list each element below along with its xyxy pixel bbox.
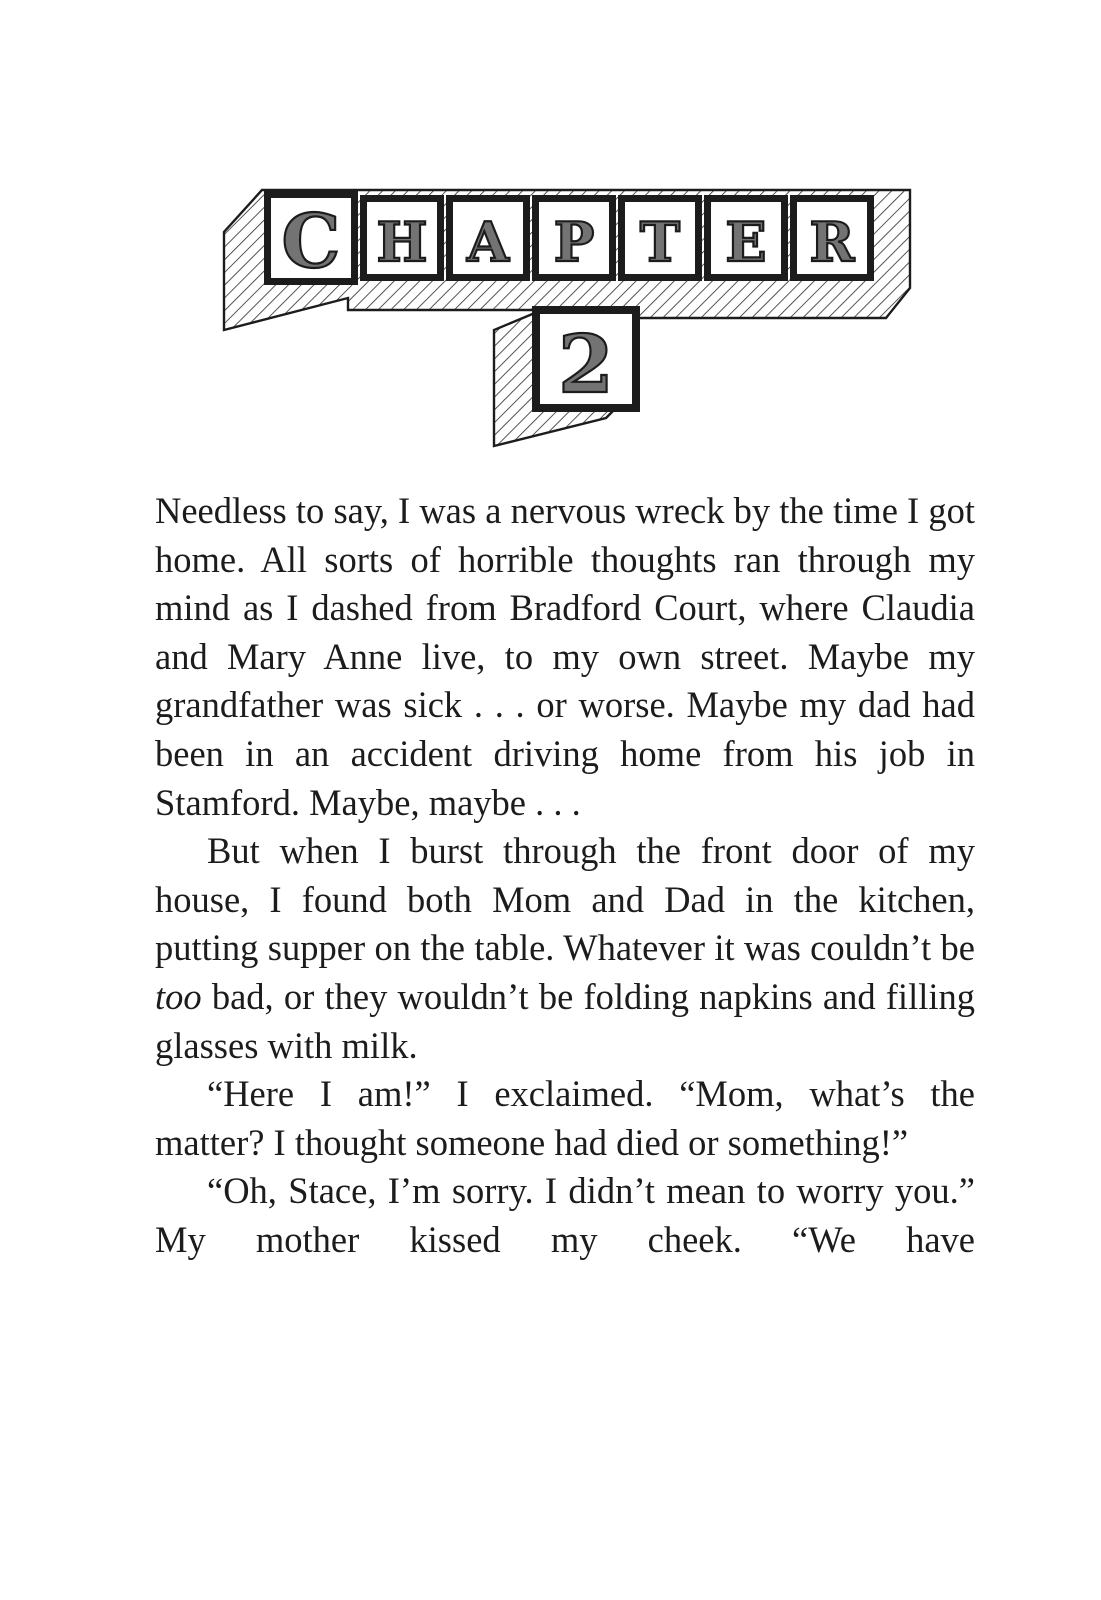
paragraph-3 (155, 1070, 975, 1167)
paragraph-4 (155, 1167, 975, 1264)
text-run: “Oh, Stace, I’m sorry. I didn’t mean to worry you.” My mother kissed my cheek. “We have (155, 1170, 975, 1260)
chapter-letter: E (725, 210, 767, 274)
paragraph-1 (155, 487, 975, 827)
italic-text: too (155, 975, 202, 1017)
chapter-body (155, 487, 975, 1265)
chapter-letter: R (809, 210, 855, 274)
chapter-heading (0, 0, 1101, 460)
chapter-letter-block (704, 195, 788, 281)
chapter-letter: P (553, 210, 595, 274)
chapter-letter: T (639, 210, 681, 274)
paragraph-2 (155, 827, 975, 1070)
text-run: But when I burst through the front door of my house, I found both Mom and Dad in the kitchen, putting supper on the table. Whatever it was couldn’t be (155, 830, 975, 969)
chapter-letter-block (532, 195, 616, 281)
text-run: Needless to say, I was a nervous wreck by the time I got home. All sorts of horrible thoughts ran through my mind as I dashed from Bradford Court, where Claudia and Mary Anne live, to my own street. Maybe my grandfather was sick . . . or worse. Maybe my dad had been in an accident driving home from his job in Stamford. Maybe, maybe . . . (155, 490, 975, 823)
chapter-letter-block (264, 191, 358, 285)
text-run: bad, or they wouldn’t be folding napkins and filling glasses with milk. (155, 975, 975, 1066)
chapter-number: 2 (558, 317, 614, 411)
chapter-letter-block (446, 195, 530, 281)
chapter-letter-block (360, 195, 444, 281)
chapter-letter: H (376, 210, 428, 274)
chapter-letter: A (467, 210, 509, 274)
chapter-letter-block (618, 195, 702, 281)
chapter-letter: C (281, 199, 341, 285)
chapter-number-block (532, 306, 640, 412)
chapter-blocks-graphic (0, 0, 1101, 460)
text-run: “Here I am!” I exclaimed. “Mom, what’s the matter? I thought someone had died or something!” (155, 1073, 975, 1163)
chapter-letter-block (790, 195, 874, 281)
